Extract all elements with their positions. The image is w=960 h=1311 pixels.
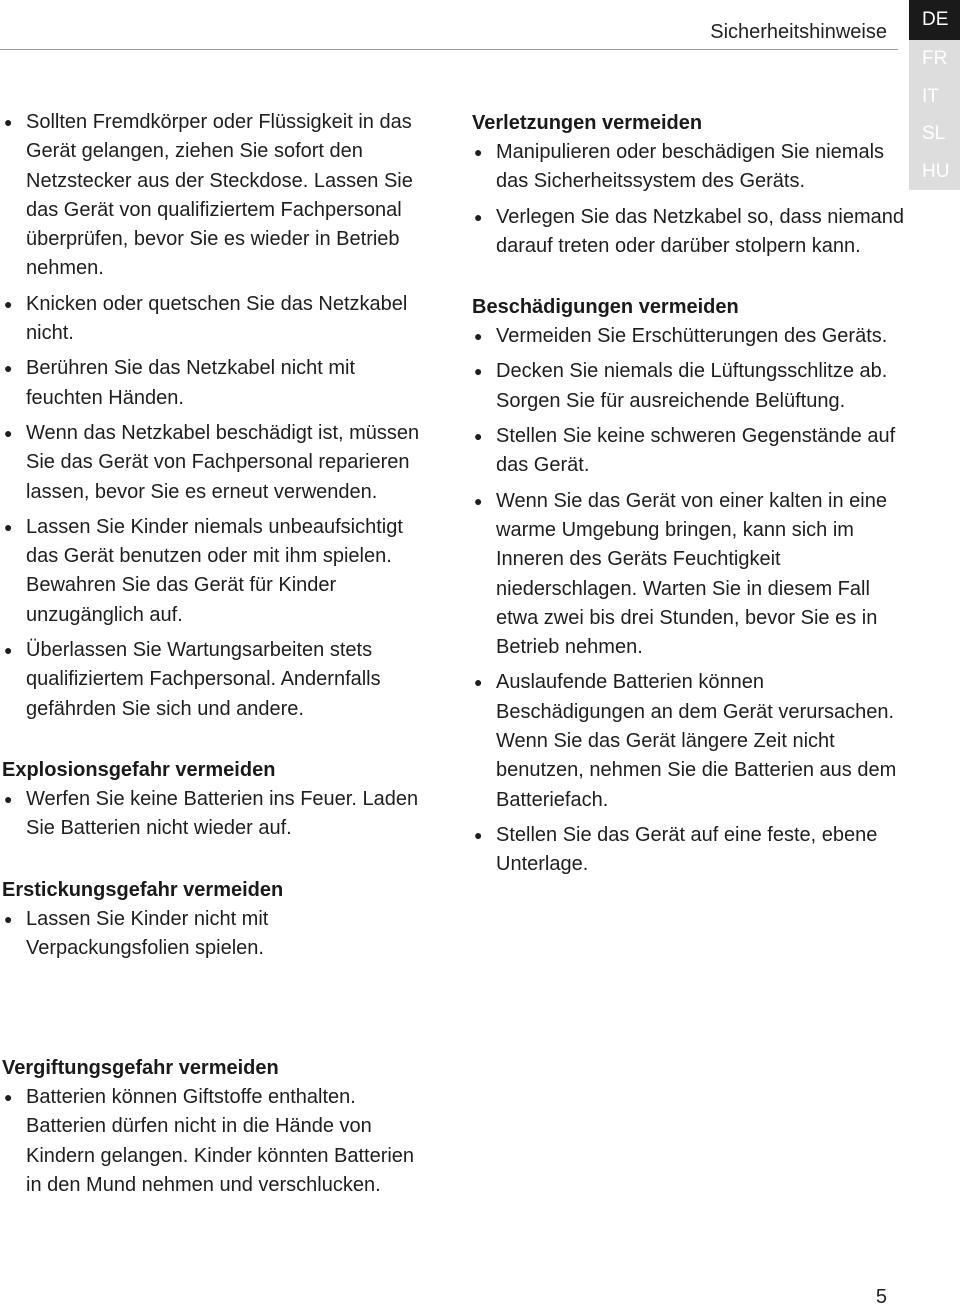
bullet-icon: ●: [474, 328, 483, 345]
section-heading: Verletzungen vermeiden: [472, 112, 703, 134]
section-heading: Erstickungsgefahr vermeiden: [2, 878, 284, 901]
language-tab-de[interactable]: DE: [909, 0, 960, 40]
header-divider: [0, 49, 898, 50]
list-item: ● Sollten Fremdkörper oder Flüssigkeit in das Gerät gelangen, ziehen Sie sofort den Netzstecker aus der Steckdose. Lassen Sie das Gerät von qualifiziertem Fachpersonal überprüfen, bevor Sie es wieder in Betrieb nehmen.: [2, 108, 432, 284]
bottom-section: [2, 1053, 432, 1231]
list-item: ● Knicken oder quetschen Sie das Netzkabel nicht.: [2, 290, 432, 349]
damage-section: [472, 292, 907, 879]
bullet-icon: ●: [474, 492, 483, 509]
bullet-icon: ●: [4, 1089, 13, 1105]
list-item: ● Wenn Sie das Gerät von einer kalten in eine warme Umgebung bringen, kann sich im Inneren des Geräts Feuchtigkeit niederschlagen. Warten Sie in diesem Fall etwa zwei bis drei Stunden, bevor Sie es in Betrieb nehmen.: [472, 487, 907, 663]
language-tab-sl[interactable]: SL: [922, 123, 946, 144]
bullet-icon: ●: [474, 674, 483, 691]
bullet-icon: ●: [474, 144, 483, 160]
poison-section: [2, 1053, 432, 1200]
list-item: ● Werfen Sie keine Batterien ins Feuer. Laden Sie Batterien nicht wieder auf.: [2, 785, 432, 844]
list-item: ● Berühren Sie das Netzkabel nicht mit feuchten Händen.: [2, 354, 432, 413]
bullet-icon: ●: [4, 360, 13, 377]
language-tab-it[interactable]: IT: [922, 85, 939, 107]
list-item: ● Manipulieren oder beschädigen Sie niemals das Sicherheitssystem des Geräts.: [472, 138, 907, 197]
list-item: ● Decken Sie niemals die Lüftungsschlitze ab. Sorgen Sie für ausreichende Belüftung.: [472, 357, 907, 416]
list-item: ● Stellen Sie das Gerät auf eine feste, ebene Unterlage.: [472, 821, 907, 880]
bullet-icon: ●: [4, 295, 13, 312]
list-item: ● Batterien können Giftstoffe enthalten. Batterien dürfen nicht in die Hände von Kindern gelangen. Kinder könnten Batterien in den Mund nehmen und verschlucken.: [2, 1083, 432, 1200]
list-item: ● Vermeiden Sie Erschütterungen des Geräts.: [472, 322, 907, 351]
bullet-icon: ●: [4, 424, 13, 441]
general-safety-list: [2, 108, 432, 724]
list-item: ● Verlegen Sie das Netzkabel so, dass niemand darauf treten oder darüber stolpern kann.: [472, 203, 907, 262]
left-column: [2, 108, 432, 994]
page-number: 5: [875, 1286, 887, 1308]
section-heading: Vergiftungsgefahr vermeiden: [2, 1057, 279, 1079]
section-heading: Beschädigungen vermeiden: [472, 296, 739, 319]
suffocation-section: [2, 875, 432, 964]
list-item: ● Wenn das Netzkabel beschädigt ist, müssen Sie das Gerät von Fachpersonal reparieren lassen, bevor Sie es erneut verwenden.: [2, 419, 432, 507]
bullet-icon: ●: [4, 518, 13, 535]
bullet-icon: ●: [474, 363, 483, 380]
bullet-icon: ●: [4, 114, 13, 130]
list-item: ● Stellen Sie keine schweren Gegenstände auf das Gerät.: [472, 422, 907, 481]
list-item: ● Auslaufende Batterien können Beschädigungen an dem Gerät verursachen. Wenn Sie das Gerät längere Zeit nicht benutzen, nehmen Sie die Batterien aus dem Batteriefach.: [472, 668, 907, 814]
bullet-icon: ●: [4, 790, 13, 807]
bullet-icon: ●: [4, 642, 13, 659]
right-column: [472, 108, 907, 911]
injury-section: [472, 108, 907, 261]
list-item: ● Überlassen Sie Wartungsarbeiten stets qualifiziertem Fachpersonal. Andernfalls gefährden Sie sich und andere.: [2, 636, 432, 724]
language-tab-hu[interactable]: HU: [922, 160, 950, 182]
list-item: ● Lassen Sie Kinder niemals unbeaufsichtigt das Gerät benutzen oder mit ihm spielen. Bewahren Sie das Gerät für Kinder unzugänglich auf.: [2, 513, 432, 630]
bullet-icon: ●: [474, 208, 483, 225]
page-header-title: Sicherheitshinweise: [710, 21, 887, 43]
bullet-icon: ●: [474, 826, 483, 843]
list-item: ● Lassen Sie Kinder nicht mit Verpackungsfolien spielen.: [2, 905, 432, 964]
language-tabs: [909, 0, 960, 190]
section-heading: Explosionsgefahr vermeiden: [2, 758, 276, 781]
general-safety-section: [2, 108, 432, 724]
explosion-section: [2, 755, 432, 844]
language-tab-fr[interactable]: FR: [922, 48, 948, 69]
bullet-icon: ●: [474, 428, 483, 445]
bullet-icon: ●: [4, 910, 13, 927]
